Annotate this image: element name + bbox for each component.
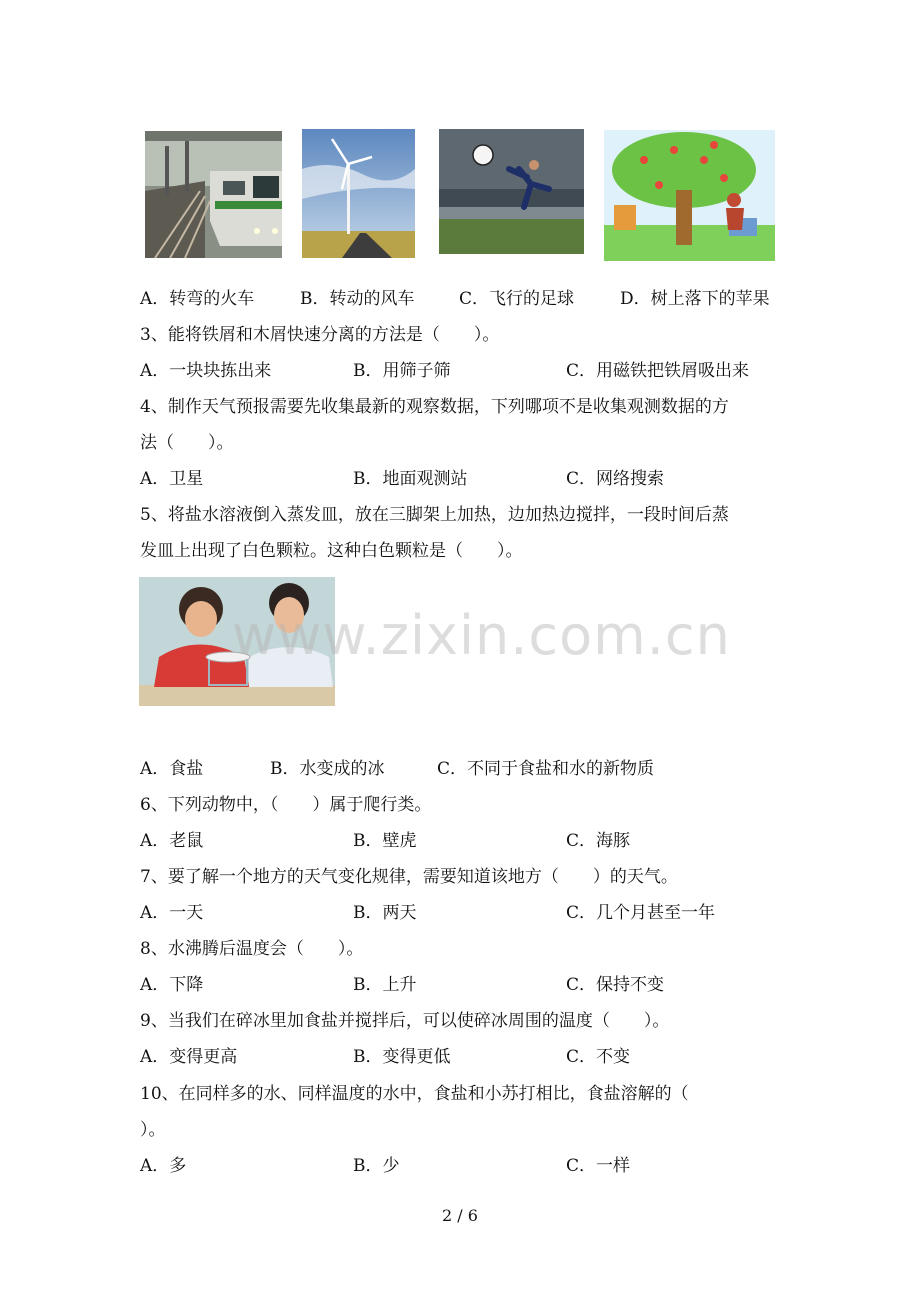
q7-option-c: C．几个月甚至一年 bbox=[566, 903, 716, 923]
q10-option-a: A．多 bbox=[140, 1156, 187, 1176]
q6-option-a: A．老鼠 bbox=[140, 831, 204, 851]
watermark: www.zixin.com.cn bbox=[232, 604, 731, 667]
q4-option-a: A．卫星 bbox=[140, 469, 204, 489]
q5-stem-line2: 发皿上出现了白色颗粒。这种白色颗粒是（ ）。 bbox=[140, 541, 523, 561]
q7-option-b: B．两天 bbox=[353, 903, 417, 923]
q10-option-c: C．一样 bbox=[566, 1156, 631, 1176]
q8-option-a: A．下降 bbox=[140, 975, 204, 995]
q2-option-d: D．树上落下的苹果 bbox=[620, 289, 770, 309]
q6-option-c: C．海豚 bbox=[566, 831, 631, 851]
q5-stem-line1: 5、将盐水溶液倒入蒸发皿，放在三脚架上加热，边加热边搅拌，一段时间后蒸 bbox=[140, 505, 729, 525]
windmill-photo bbox=[302, 129, 415, 258]
q9-option-a: A．变得更高 bbox=[140, 1047, 238, 1067]
q6-option-b: B．壁虎 bbox=[353, 831, 417, 851]
q4-stem-line1: 4、制作天气预报需要先收集最新的观察数据，下列哪项不是收集观测数据的方 bbox=[140, 397, 729, 417]
q7-option-a: A．一天 bbox=[140, 903, 204, 923]
q9-option-c: C．不变 bbox=[566, 1047, 631, 1067]
q4-stem-line2: 法（ ）。 bbox=[140, 433, 234, 453]
q6-stem: 6、下列动物中，（ ）属于爬行类。 bbox=[140, 795, 432, 815]
q9-stem: 9、当我们在碎冰里加食盐并搅拌后，可以使碎冰周围的温度（ ）。 bbox=[140, 1011, 670, 1031]
q3-stem: 3、能将铁屑和木屑快速分离的方法是（ ）。 bbox=[140, 325, 500, 345]
q2-option-a: A．转弯的火车 bbox=[140, 289, 255, 309]
q3-option-a: A．一块块拣出来 bbox=[140, 361, 272, 381]
q5-option-b: B．水变成的冰 bbox=[270, 759, 385, 779]
q8-option-c: C．保持不变 bbox=[566, 975, 665, 995]
q10-stem-line2: ）。 bbox=[140, 1120, 166, 1140]
q8-option-b: B．上升 bbox=[353, 975, 417, 995]
q3-option-c: C．用磁铁把铁屑吸出来 bbox=[566, 361, 750, 381]
q3-option-b: B．用筛子筛 bbox=[353, 361, 451, 381]
q7-stem: 7、要了解一个地方的天气变化规律，需要知道该地方（ ）的天气。 bbox=[140, 867, 678, 887]
q4-option-c: C．网络搜索 bbox=[566, 469, 665, 489]
q5-option-a: A．食盐 bbox=[140, 759, 204, 779]
football-photo bbox=[439, 129, 584, 254]
page-number: 2 / 6 bbox=[442, 1206, 478, 1225]
apple-tree-picture bbox=[604, 130, 775, 261]
q4-option-b: B．地面观测站 bbox=[353, 469, 468, 489]
q2-option-c: C．飞行的足球 bbox=[459, 289, 575, 309]
q2-option-b: B．转动的风车 bbox=[300, 289, 415, 309]
q8-stem: 8、水沸腾后温度会（ ）。 bbox=[140, 939, 364, 959]
q5-option-c: C．不同于食盐和水的新物质 bbox=[437, 759, 655, 779]
train-photo bbox=[145, 131, 282, 258]
q10-stem-line1: 10、在同样多的水、同样温度的水中，食盐和小苏打相比，食盐溶解的（ bbox=[140, 1084, 689, 1104]
q9-option-b: B．变得更低 bbox=[353, 1047, 451, 1067]
q10-option-b: B．少 bbox=[353, 1156, 400, 1176]
